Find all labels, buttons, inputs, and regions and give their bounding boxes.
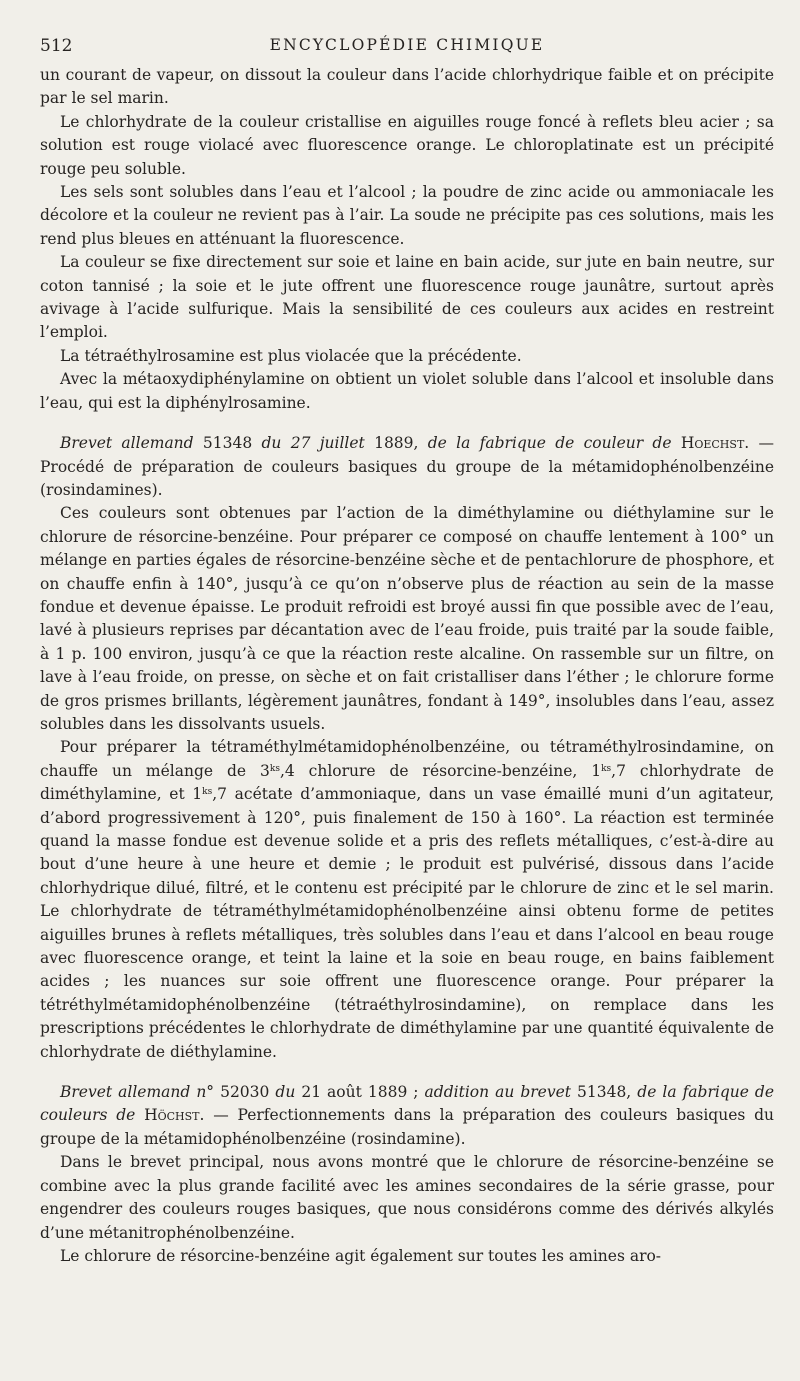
patent-description: — Perfectionnements dans la préparation des couleurs basiques du groupe de la métamidophénolbenzéine (rosindamine). <box>40 1106 774 1148</box>
patent-fabrique: de la fabrique de couleur de <box>427 434 672 453</box>
patent-year: 1889 ; <box>367 1083 419 1102</box>
body-text <box>40 64 774 1268</box>
patent-company: Höchst. <box>144 1106 205 1125</box>
paragraph-tetramethylrosindamine: Pour préparer la tétraméthylmétamidophénolbenzéine, ou tétraméthylrosindamine, on chauffe un mélange de $3^{ks},4$ chlorure de résorcine-benzéine, $1^{ks},7$ chlorhydrate de diméthylamine, et $1^{ks},7$ acétate d’ammoniaque, dans un vase émaillé muni d’un agitateur, d’abord progressivement à 120°, puis finalement de 150 à 160°. La réaction est terminée quand la masse fondue est devenue solide et a pris des reflets métalliques, c’est-à-dire au bout d’une heure à une heure et demie ; le produit est pulvérisé, dissous dans l’acide chlorhydrique dilué, filtré, et le contenu est précipité par le chlorure de zinc et le sel marin. Le chlorhydrate de tétraméthylmétamidophénolbenzéine ainsi obtenu forme de petites aiguilles brunes à reflets métalliques, très solubles dans l’eau et dans l’alcool en beau rouge avec fluorescence orange, et teint la laine et la soie en beau rouge, en bains faiblement acides ; les nuances sur soie offrent une fluorescence orange. Pour préparer la tétréthylmétamidophénolbenzéine (tétraéthylrosindamine), on remplace dans les prescriptions précédentes le chlorhydrate de diméthylamine par une quantité équivalente de chlorhydrate de diéthylamine. <box>40 738 774 1061</box>
patent-ref: 51348, <box>577 1083 632 1102</box>
paragraph-teinture: La couleur se fixe directement sur soie et laine en bain acide, sur jute en bain neutre, sur coton tannisé ; la soie et le jute offrent une fluorescence rouge jaunâtre, surtout après avivage à l’acide sulfurique. Mais la sensibilité de ces couleurs aux acides en restreint l’emploi. <box>40 253 774 342</box>
patent-label: Brevet allemand <box>60 1083 191 1102</box>
patent-n: n° <box>196 1083 215 1102</box>
page-header <box>40 36 774 64</box>
patent-fabrique: de la fabrique de couleurs de <box>40 1083 775 1125</box>
running-title: ENCYCLOPÉDIE CHIMIQUE <box>269 36 545 54</box>
page-number: 512 <box>40 36 73 56</box>
patent-date: 21 août <box>301 1083 362 1102</box>
patent-company: Hoechst. <box>680 434 750 453</box>
patent-du: du <box>275 1083 296 1102</box>
paragraph-chlorhydrate: Le chlorhydrate de la couleur cristallise en aiguilles rouge foncé à reflets bleu acier ; sa solution est rouge violacé avec fluorescence orange. Le chloroplatinate est un précipité rouge peu soluble. <box>40 112 774 178</box>
patent-heading-51348 <box>40 432 774 502</box>
patent-du: du <box>261 434 282 453</box>
paragraph-continuation: un courant de vapeur, on dissout la couleur dans l’acide chlorhydrique faible et on précipite par le sel marin. <box>40 66 774 108</box>
unit-kg: ks <box>202 787 213 798</box>
paragraph-preparation-chlorure: Ces couleurs sont obtenues par l’action de la diméthylamine ou diéthylamine sur le chlorure de résorcine-benzéine. Pour préparer ce composé on chauffe lentement à 100° un mélange en parties égales de résorcine-benzéine sèche et de pentachlorure de phosphore, et on chauffe enfin à 140°, jusqu’à ce qu’on n’observe plus de réaction au sein de la masse fondue et devenue épaisse. Le produit refroidi est broyé aussi fin que possible avec de l’eau, lavé à plusieurs reprises par décantation avec de l’eau froide, puis traité par la soude faible, à 1 p. 100 environ, jusqu’à ce que la réaction reste alcaline. On rassemble sur un filtre, on lave à l’eau froide, on presse, on sèche et on fait cristalliser dans l’éther ; le chlorure forme de gros prismes brillants, légèrement jaunâtres, fondant à 149°, insolubles dans l’eau, assez solubles dans les dissolvants usuels. <box>40 504 774 733</box>
patent-addition: addition au brevet <box>424 1083 571 1102</box>
patent-number: 52030 <box>220 1083 270 1102</box>
paragraph-amines-aromatiques: Le chlorure de résorcine-benzéine agit également sur toutes les amines aro- <box>60 1246 662 1265</box>
patent-date: 27 juillet <box>290 434 365 453</box>
patent-label: Brevet allemand <box>60 434 194 453</box>
paragraph-sels: Les sels sont solubles dans l’eau et l’alcool ; la poudre de zinc acide ou ammoniacale les décolore et la couleur ne revient pas à l’air. La soude ne précipite pas ces solutions, mais les rend plus bleues en atténuant la fluorescence. <box>40 183 774 248</box>
unit-kg: ks <box>269 763 280 774</box>
patent-description: — Procédé de préparation de couleurs basiques du groupe de la métamidophénolbenzéine (rosindamines). <box>40 434 774 499</box>
patent-number: 51348 <box>202 434 253 453</box>
patent-heading-52030 <box>40 1081 774 1151</box>
unit-kg: ks <box>601 763 612 774</box>
paragraph-diphenylrosamine: Avec la métaoxydiphénylamine on obtient un violet soluble dans l’alcool et insoluble dans l’eau, qui est la diphénylrosamine. <box>40 370 774 412</box>
paragraph-brevet-principal: Dans le brevet principal, nous avons montré que le chlorure de résorcine-benzéine se combine avec la plus grande facilité avec les amines secondaires de la série grasse, pour engendrer des couleurs rouges basiques, que nous considérons comme des dérivés alkylés d’une métanitrophénolbenzéine. <box>40 1153 774 1242</box>
patent-year: 1889, <box>374 434 419 453</box>
paragraph-tetraethylrosamine: La tétraéthylrosamine est plus violacée que la précédente. <box>60 346 522 365</box>
